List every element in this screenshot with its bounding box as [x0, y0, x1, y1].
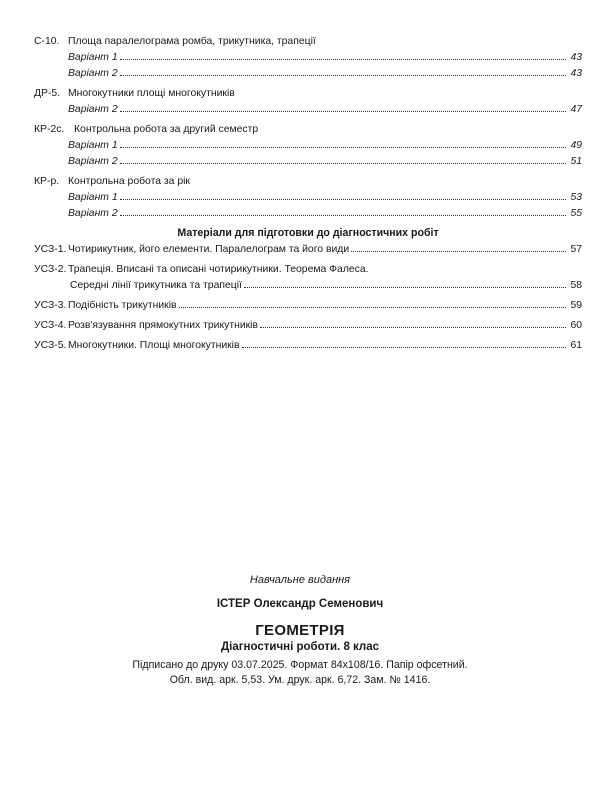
- book-title: ГЕОМЕТРІЯ: [255, 622, 345, 639]
- toc-variant-row[interactable]: [34, 66, 582, 82]
- toc-entry-usz4[interactable]: [34, 318, 582, 334]
- dot-leader: [244, 286, 566, 288]
- toc-variant-row[interactable]: [34, 138, 582, 154]
- toc-variant-row[interactable]: [34, 102, 582, 118]
- dot-leader: [120, 110, 566, 112]
- page-number: 59: [570, 300, 582, 311]
- page-number: 43: [570, 68, 582, 79]
- toc-variant-row[interactable]: [34, 154, 582, 170]
- table-of-contents: [34, 34, 582, 354]
- toc-entry-usz2-continuation[interactable]: [34, 278, 582, 294]
- toc-code: УСЗ-5.: [34, 340, 67, 351]
- variant-label: Варіант 1: [68, 52, 118, 63]
- toc-title: Контрольна робота за рік: [68, 176, 190, 187]
- dot-leader: [351, 250, 566, 252]
- toc-code: КР-2с.: [34, 124, 65, 135]
- toc-variant-row[interactable]: [34, 50, 582, 66]
- page-number: 49: [570, 140, 582, 151]
- page-number: 53: [570, 192, 582, 203]
- book-subtitle: Діагностичні роботи. 8 клас: [220, 641, 380, 653]
- page-number: 55: [570, 208, 582, 219]
- dot-leader: [260, 326, 566, 328]
- variant-label: Варіант 2: [68, 104, 118, 115]
- imprint-block: [0, 572, 600, 688]
- toc-entry-usz3[interactable]: [34, 298, 582, 314]
- toc-entry-c10[interactable]: [34, 34, 582, 50]
- variant-label: Варіант 1: [68, 192, 118, 203]
- variant-label: Варіант 1: [68, 140, 118, 151]
- page-number: 61: [570, 340, 582, 351]
- print-details-line-2: Обл. вид. арк. 5,53. Ум. друк. арк. 6,72. Зам. № 1416.: [169, 674, 431, 686]
- variant-label: Варіант 2: [68, 68, 118, 79]
- variant-label: Варіант 2: [68, 156, 118, 167]
- toc-entry-krr[interactable]: [34, 174, 582, 190]
- toc-entry-usz1[interactable]: [34, 242, 582, 258]
- toc-code: УСЗ-1.: [34, 244, 67, 255]
- toc-title: Контрольна робота за другий семестр: [74, 124, 259, 135]
- page-number: 57: [570, 244, 582, 255]
- toc-entry-dr5[interactable]: [34, 86, 582, 102]
- toc-variant-row[interactable]: [34, 206, 582, 222]
- toc-title: Розв'язування прямокутних трикутників: [68, 320, 258, 331]
- toc-code: УСЗ-3.: [34, 300, 67, 311]
- page-number: 47: [570, 104, 582, 115]
- toc-entry-usz5[interactable]: [34, 338, 582, 354]
- toc-title: Чотирикутник, його елементи. Паралелограм та його види: [68, 244, 350, 255]
- dot-leader: [242, 346, 566, 348]
- toc-title: Многокутники. Площі многокутників: [68, 340, 240, 351]
- variant-label: Варіант 2: [68, 208, 118, 219]
- dot-leader: [120, 146, 566, 148]
- page-number: 58: [570, 280, 582, 291]
- toc-entry-kr2c[interactable]: [34, 122, 582, 138]
- page-number: 51: [570, 156, 582, 167]
- dot-leader: [120, 198, 566, 200]
- section-heading: Матеріали для підготовки до діагностичних робіт: [177, 227, 439, 239]
- page-number: 60: [570, 320, 582, 331]
- author-name: ІСТЕР Олександр Семенович: [216, 598, 384, 610]
- dot-leader: [120, 74, 566, 76]
- toc-code: КР-р.: [34, 176, 60, 187]
- publication-kind: Навчальне видання: [249, 574, 351, 586]
- dot-leader: [120, 58, 566, 60]
- print-details-line-1: Підписано до друку 03.07.2025. Формат 84х108/16. Папір офсетний.: [132, 659, 468, 671]
- toc-title: Подібність трикутників: [68, 300, 177, 311]
- toc-title-continuation: Середні лінії трикутника та трапеції: [70, 280, 242, 291]
- dot-leader: [120, 162, 566, 164]
- toc-title: Площа паралелограма ромба, трикутника, трапеції: [68, 36, 316, 47]
- page-number: 43: [570, 52, 582, 63]
- toc-code: ДР-5.: [34, 88, 61, 99]
- dot-leader: [179, 306, 566, 308]
- toc-title: Многокутники площі многокутників: [68, 88, 235, 99]
- toc-entry-usz2[interactable]: [34, 262, 582, 278]
- toc-title: Трапеція. Вписані та описані чотирикутники. Теорема Фалеса.: [68, 264, 369, 275]
- toc-code: УСЗ-2.: [34, 264, 67, 275]
- dot-leader: [120, 214, 566, 216]
- toc-code: УСЗ-4.: [34, 320, 67, 331]
- toc-code: С-10.: [34, 36, 60, 47]
- toc-variant-row[interactable]: [34, 190, 582, 206]
